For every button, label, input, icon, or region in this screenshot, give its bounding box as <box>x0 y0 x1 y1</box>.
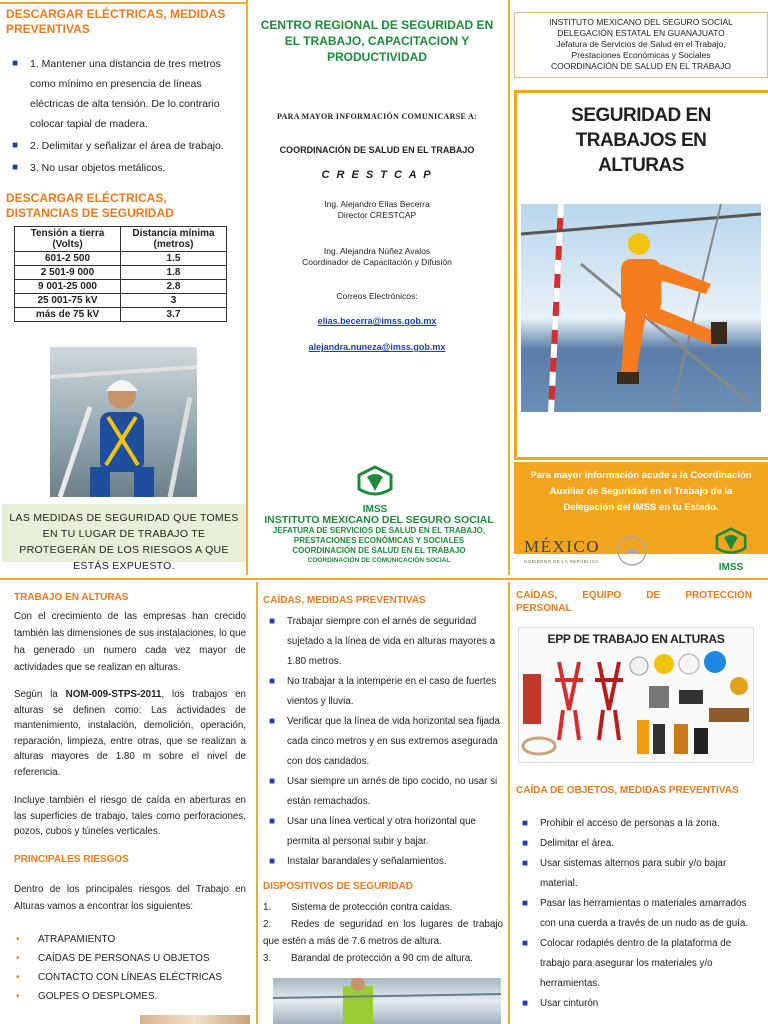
contact-coordinator <box>252 246 502 268</box>
header-line: COORDINACIÓN DE SALUD EN EL TRABAJO <box>551 61 731 71</box>
person-name: Ing. Alejandro Elías Becerra <box>324 199 430 209</box>
table-cell: más de 75 kV <box>15 308 121 322</box>
person-role: Director CRESTCAP <box>337 210 417 220</box>
cover-title: SEGURIDAD EN TRABAJOS EN ALTURAS <box>571 105 711 176</box>
list-item: • GOLPES O DESPLOMES. <box>16 991 158 1002</box>
list-item: ■ 2. Delimitar y señalizar el área de trabajo. <box>12 140 224 152</box>
list-item-text: 1. Mantener una distancia de tres metros como mínimo en presencia de líneas eléctricas de alta tensión. De lo contrario colocar tapial de madera. <box>30 58 221 130</box>
header-line: INSTITUTO MEXICANO DEL SEGURO SOCIAL <box>549 17 733 27</box>
email-link-2[interactable] <box>252 342 502 352</box>
list-item-text: GOLPES O DESPLOMES. <box>38 991 158 1002</box>
header-line: Prestaciones Económicas y Sociales <box>571 50 711 60</box>
table-cell: 2.8 <box>121 280 227 294</box>
table-cell: 3 <box>121 294 227 308</box>
list-item-text: CAÍDAS DE PERSONAS U OBJETOS <box>38 953 210 964</box>
email-link-1[interactable] <box>252 316 502 326</box>
heading-falling-objects: CAÍDA DE OBJETOS, MEDIDAS PREVENTIVAS <box>516 785 739 796</box>
paragraph-nom <box>14 687 246 780</box>
safety-worker-illustration <box>273 978 501 1024</box>
table-row <box>15 294 227 308</box>
table-cell: 25 001-75 kV <box>15 294 121 308</box>
list-item-text: 2. Delimitar y señalizar el área de trabajo. <box>30 140 224 152</box>
list-item-text: Sistema de protección contra caídas. <box>291 902 453 913</box>
middle-border <box>0 578 768 580</box>
list-item: • CAÍDAS DE PERSONAS U OBJETOS <box>16 953 210 964</box>
contact-director <box>252 199 502 221</box>
mexico-logo-sub: GOBIERNO DE LA REPÚBLICA <box>524 559 599 564</box>
eagle-seal-icon <box>616 535 648 567</box>
list-item-text: CONTACTO CON LÍNEAS ELÉCTRICAS <box>38 972 223 983</box>
list-item-text: Barandal de protección a 90 cm de altura. <box>291 953 473 964</box>
heading-electrical-preventive: DESCARGAR ELÉCTRICAS, MEDIDAS PREVENTIVAS <box>6 7 226 36</box>
nom-code: NOM-009-STPS-2011 <box>65 689 162 700</box>
list-item: ■ 1. Mantener una distancia de tres metros como mínimo en presencia de líneas eléctricas de alta tensión. De lo contrario colocar tapial de madera. <box>12 58 221 130</box>
inst-line: PRESTACIONES ECONÓMICAS Y SOCIALES <box>293 536 465 545</box>
tower-worker-illustration <box>521 204 761 412</box>
list-item: ■ Trabajar siempre con el arnés de seguridad sujetado a la línea de vida en alturas mayores a 1.80 metros. <box>269 616 496 667</box>
ppe-panel <box>518 627 754 763</box>
inst-dept <box>252 526 506 566</box>
nom-pre: Según la <box>14 689 66 700</box>
list-item: ■ Usar cinturón <box>522 998 599 1009</box>
list-item: ■ No trabajar a la intemperie en el caso de fuertes vientos y lluvia. <box>269 676 497 707</box>
list-number: 2. <box>263 919 272 930</box>
worker-illustration <box>50 347 197 497</box>
list-item: ■ Prohibir el acceso de personas a la zona. <box>522 818 720 829</box>
list-item: ■ Usar sistemas alternos para subir y/o bajar material. <box>522 858 727 889</box>
paragraph-risks: Dentro de los principales riesgos del Trabajo en Alturas vamos a encontrar los siguientes: <box>14 884 246 912</box>
list-item: ■ Usar una línea vertical y otra horizontal que permita al personal subir y bajar. <box>269 816 476 847</box>
table-cell: 2 501-9 000 <box>15 266 121 280</box>
list-item-text: Usar siempre un arnés de tipo cocido, no usar si están remachados. <box>287 776 498 807</box>
table-header-row <box>15 227 227 252</box>
table-cell: 1.8 <box>121 266 227 280</box>
list-item-text: Trabajar siempre con el arnés de seguridad sujetado a la línea de vida en alturas mayores a 1.80 metros. <box>287 616 496 667</box>
ppe-title: EPP DE TRABAJO EN ALTURAS <box>547 632 725 646</box>
list-item-text: Delimitar el área. <box>540 838 615 849</box>
safety-photo <box>273 978 501 1024</box>
list-item-text: Usar una línea vertical y otra horizontal que permita al personal subir y bajar. <box>287 816 476 847</box>
person-name: Ing. Alejandra Núñez Avalos <box>323 246 431 256</box>
inst-name: INSTITUTO MEXICANO DEL SEGURO SOCIAL <box>264 514 494 526</box>
list-item: ■ Delimitar el área. <box>522 838 615 849</box>
falls-preventive-list <box>263 612 503 872</box>
list-item-text: Usar sistemas alternos para subir y/o bajar material. <box>540 858 727 889</box>
heading-electrical-distances: DESCARGAR ELÉCTRICAS, DISTANCIAS DE SEGURIDAD <box>6 191 174 220</box>
list-item-text: Instalar barandales y señalamientos. <box>287 856 447 867</box>
list-number: 3. <box>263 953 272 964</box>
imss-logo-text: IMSS <box>718 562 744 573</box>
fold-line <box>508 0 510 575</box>
list-item: ■ Usar siempre un arnés de tipo cocido, no usar si están remachados. <box>269 776 498 807</box>
list-number: 1. <box>263 902 272 913</box>
fold-line <box>508 582 510 1024</box>
inst-line: COORDINACIÓN DE SALUD EN EL TRABAJO <box>292 546 466 555</box>
list-item-text: Usar cinturón <box>540 998 599 1009</box>
worker-photo <box>50 347 197 497</box>
list-item-text: No trabajar a la intemperie en el caso de fuertes vientos y lluvia. <box>287 676 497 707</box>
paragraph-intro: Con el crecimiento de las empresas han crecido también las dimensiones de sus instalaciones, lo que ha generado un numero cada vez mayor de actividades que se realizan en alturas. <box>14 611 246 673</box>
list-item: ■ Colocar rodapiés dentro de la plataforma de trabajo para asegurar los materiales y/o herramientas. <box>522 938 732 989</box>
risks-list <box>14 930 246 1006</box>
info-label: PARA MAYOR INFORMACIÓN COMUNICARSE A: <box>277 112 477 121</box>
imss-eagle-icon <box>712 527 750 557</box>
mexico-logo <box>520 537 650 573</box>
distance-table <box>14 226 227 322</box>
protection-note: LAS MEDIDAS DE SEGURIDAD QUE TOMES EN TU LUGAR DE TRABAJO TE PROTEGERÁN DE LOS RIESGOS A QUE ESTÁS EXPUESTO. <box>2 504 246 562</box>
nom-post: , los trabajos en alturas se definen como: Las actividades de mantenimiento, instalación, demolición, operación, reparación, limpieza, entre otras, que se realizan a alturas mayores de 1.80 m sobre el nivel de referencia. <box>14 689 246 778</box>
table-cell: 1.5 <box>121 252 227 266</box>
list-item-text: Verificar que la línea de vida horizontal sea fijada cada cinco metros y en sus extremos asegurada con dos candados. <box>287 716 500 767</box>
imss-logo-cover <box>712 527 750 571</box>
heading-falls-preventive: CAÍDAS, MEDIDAS PREVENTIVAS <box>263 595 426 606</box>
table-row <box>15 266 227 280</box>
devices-list <box>263 899 503 967</box>
table-header: Distancia mínima (metros) <box>121 227 227 252</box>
fold-line <box>256 582 258 1024</box>
list-item: ■ Verificar que la línea de vida horizontal sea fijada cada cinco metros y en sus extremos asegurada con dos candados. <box>269 716 500 767</box>
list-item: ■ Instalar barandales y señalamientos. <box>269 856 447 867</box>
list-item-text: ATRAPAMIENTO <box>38 934 116 945</box>
table-cell: 3.7 <box>121 308 227 322</box>
list-item <box>263 899 503 916</box>
list-item: ■ 3. No usar objetos metálicos. <box>12 162 166 174</box>
heading-ppe: CAÍDAS, EQUIPO DE PROTECCIÓN PERSONAL <box>516 590 752 614</box>
table-header: Tensión a tierra (Volts) <box>15 227 121 252</box>
coord-label: COORDINACIÓN DE SALUD EN EL TRABAJO <box>279 145 475 155</box>
falling-objects-list <box>516 814 760 1014</box>
email-text[interactable]: elias.becerra@imss.gob.mx <box>317 316 437 326</box>
list-item: • ATRAPAMIENTO <box>16 934 116 945</box>
list-item <box>263 950 503 967</box>
list-item-text: Colocar rodapiés dentro de la plataforma de trabajo para asegurar los materiales y/o herramientas. <box>540 938 732 989</box>
mexico-logo-text: MÉXICO <box>524 537 601 556</box>
list-item-text: Pasar las herramientas o materiales amarrados con una cuerda a través de un nudo as de guía. <box>540 898 749 929</box>
inst-line: COORDINACIÓN DE COMUNICACIÓN SOCIAL <box>307 557 451 564</box>
illustration-edge <box>140 1015 250 1024</box>
list-item <box>263 916 503 950</box>
header-line: Jefatura de Servicios de Salud en el Trabajo, <box>556 39 726 49</box>
list-item: • CONTACTO CON LÍNEAS ELÉCTRICAS <box>16 972 223 983</box>
heading-height-work: TRABAJO EN ALTURAS <box>14 592 129 603</box>
list-item: ■ Pasar las herramientas o materiales amarrados con una cuerda a través de un nudo as de guía. <box>522 898 749 929</box>
table-row <box>15 280 227 294</box>
table-cell: 9 001-25 000 <box>15 280 121 294</box>
list-item-text: 3. No usar objetos metálicos. <box>30 162 166 174</box>
imss-eagle-icon <box>355 465 395 499</box>
table-row <box>15 252 227 266</box>
ppe-equipment-illustration <box>519 650 755 762</box>
imss-logo-text: IMSS <box>362 504 388 515</box>
heading-safety-devices: DISPOSITIVOS DE SEGURIDAD <box>263 881 414 892</box>
crestcap-title: CENTRO REGIONAL DE SEGURIDAD EN EL TRABAJO, CAPACITACION Y PRODUCTIVIDAD <box>260 18 494 64</box>
table-cell: 601-2 500 <box>15 252 121 266</box>
list-item-text: Prohibir el acceso de personas a la zona. <box>540 818 720 829</box>
cover-banner: Para mayor información acude a la Coordinación Auxiliar de Seguridad en el Trabajo de la Delegación del IMSS en tu Estado. <box>514 462 768 554</box>
heading-main-risks: PRINCIPALES RIESGOS <box>14 854 129 865</box>
header-line: DELEGACIÓN ESTATAL EN GUANAJUATO <box>557 28 725 38</box>
cover-header <box>514 12 768 78</box>
crestcap-label: C R E S T C A P <box>321 169 433 181</box>
list-item-text: Redes de seguridad en los lugares de trabajo que estén a más de 7.6 metros de altura. <box>263 919 503 947</box>
emails-label: Correos Electrónicos: <box>336 291 418 301</box>
imss-logo <box>355 465 395 515</box>
electrical-preventive-list <box>6 54 242 178</box>
email-text[interactable]: alejandra.nuneza@imss.gob.mx <box>308 342 446 352</box>
table-row <box>15 308 227 322</box>
person-role: Coordinador de Capacitación y Difusión <box>302 257 452 267</box>
cover-photo <box>521 204 761 412</box>
top-border <box>0 2 246 4</box>
inst-line: JEFATURA DE SERVICIOS DE SALUD EN EL TRABAJO, <box>272 526 486 535</box>
fold-line <box>246 0 248 575</box>
paragraph-openings: Incluye también el riesgo de caída en aberturas en las superficies de trabajo, tales como perforaciones, pozos, cubos y túneles verticales. <box>14 795 246 837</box>
